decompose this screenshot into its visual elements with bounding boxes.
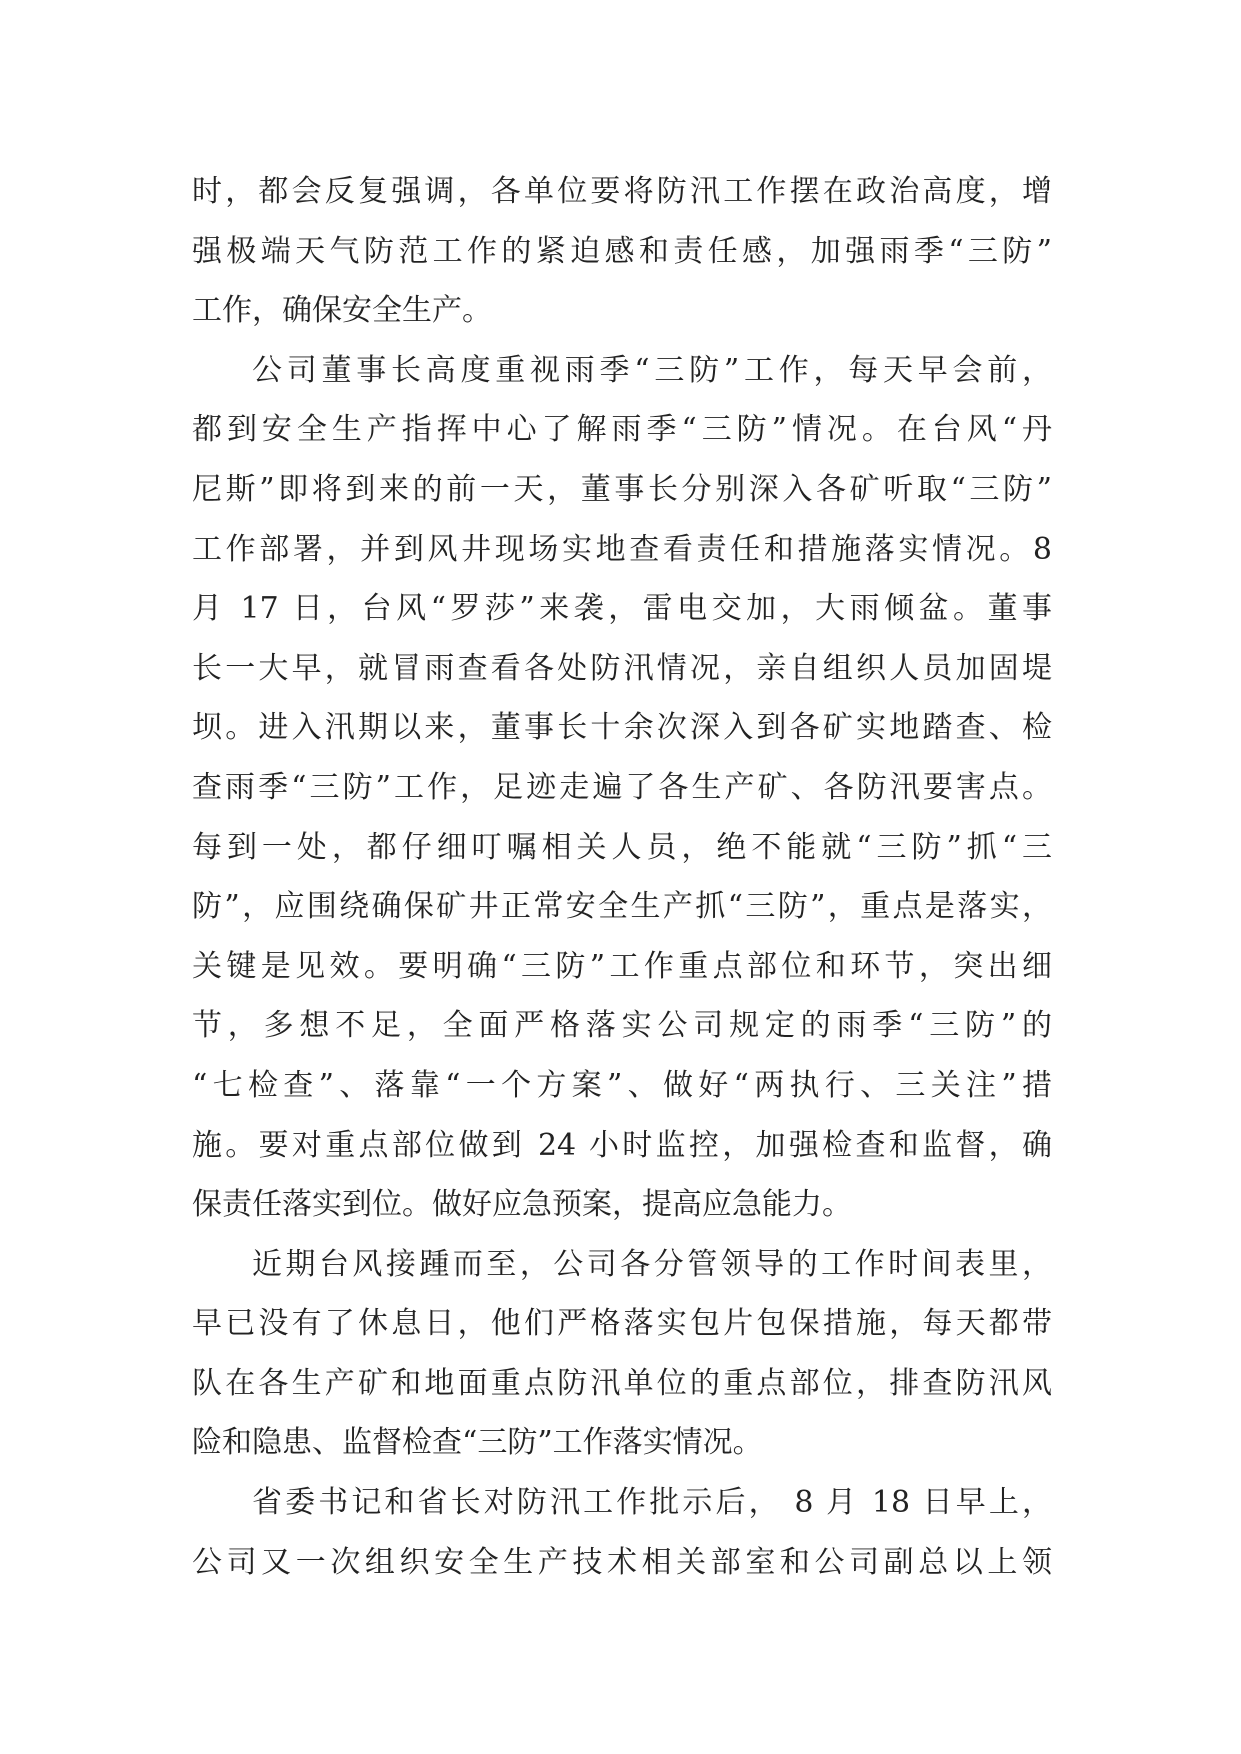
text-line: 早已没有了休息日，他们严格落实包片包保措施，每天都带	[192, 1306, 1052, 1342]
text-line: 近期台风接踵而至，公司各分管领导的工作时间表里，	[252, 1246, 1052, 1282]
text-line: 保责任落实到位。做好应急预案，提高应急能力。	[192, 1187, 852, 1223]
text-line: 长一大早，就冒雨查看各处防汛情况，亲自组织人员加固堤	[192, 650, 1052, 686]
text-line: 险和隐患、监督检查“三防”工作落实情况。	[192, 1425, 763, 1461]
text-line: 每到一处，都仔细叮嘱相关人员，绝不能就“三防”抓“三	[192, 829, 1052, 865]
text-line: 强极端天气防范工作的紧迫感和责任感，加强雨季“三防”	[192, 233, 1052, 269]
text-line: 工作部署，并到风井现场实地查看责任和措施落实情况。8	[192, 531, 1052, 567]
text-line: 公司又一次组织安全生产技术相关部室和公司副总以上领	[192, 1544, 1052, 1580]
text-line: 月 17 日，台风“罗莎”来袭，雷电交加，大雨倾盆。董事	[192, 591, 1052, 627]
text-line: 尼斯”即将到来的前一天，董事长分别深入各矿听取“三防”	[192, 471, 1052, 507]
text-line: 都到安全生产指挥中心了解雨季“三防”情况。在台风“丹	[192, 412, 1052, 448]
text-line: “七检查”、落靠“一个方案”、做好“两执行、三关注”措	[192, 1067, 1052, 1103]
text-line: 时，都会反复强调，各单位要将防汛工作摆在政治高度，增	[192, 174, 1052, 209]
text-line: 节，多想不足，全面严格落实公司规定的雨季“三防”的	[192, 1008, 1052, 1044]
text-line: 队在各生产矿和地面重点防汛单位的重点部位，排查防汛风	[192, 1365, 1052, 1401]
body-text	[192, 162, 1052, 1592]
text-line: 工作，确保安全生产。	[192, 293, 492, 329]
text-line: 坝。进入汛期以来，董事长十余次深入到各矿实地踏查、检	[192, 710, 1052, 746]
text-line: 防”，应围绕确保矿井正常安全生产抓“三防”，重点是落实，	[192, 889, 1052, 925]
text-line: 公司董事长高度重视雨季“三防”工作，每天早会前，	[252, 352, 1052, 388]
text-line: 查雨季“三防”工作，足迹走遍了各生产矿、各防汛要害点。	[192, 769, 1052, 805]
text-line: 省委书记和省长对防汛工作批示后， 8 月 18 日早上，	[252, 1485, 1052, 1521]
text-line: 施。要对重点部位做到 24 小时监控，加强检查和监督，确	[192, 1127, 1052, 1163]
text-line: 关键是见效。要明确“三防”工作重点部位和环节，突出细	[192, 948, 1052, 984]
